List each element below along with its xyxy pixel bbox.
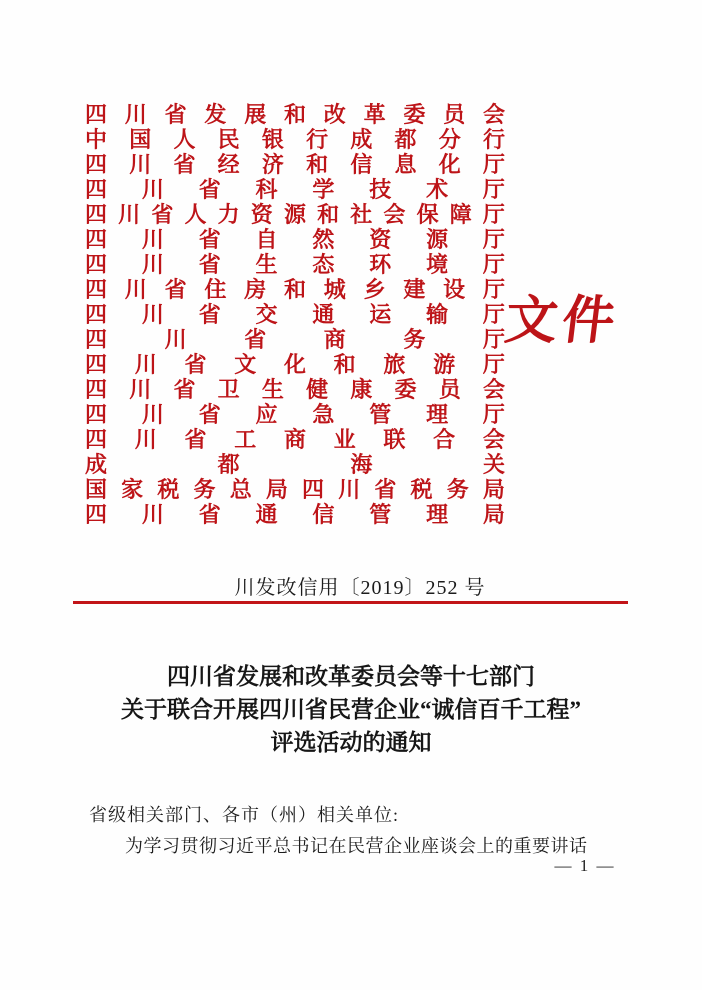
- department-name: 四 川 省 交 通 运 输 厅: [85, 302, 505, 327]
- department-name: 四 川 省 文 化 和 旅 游 厅: [85, 352, 505, 377]
- department-name: 四 川 省 通 信 管 理 局: [85, 502, 505, 527]
- document-number: 川发改信用〔2019〕252 号: [234, 577, 486, 599]
- title-line-2: 关于联合开展四川省民营企业“诚信百千工程”: [121, 697, 581, 722]
- wenjian-stamp-label: 文件: [501, 293, 623, 350]
- department-name: 四 川 省 生 态 环 境 厅: [85, 252, 505, 277]
- department-name: 四 川 省 工 商 业 联 合 会: [85, 427, 505, 452]
- department-name: 四 川 省 科 学 技 术 厅: [85, 177, 505, 202]
- body-paragraph: 为学习贯彻习近平总书记在民营企业座谈会上的重要讲话: [125, 836, 588, 856]
- title-line-1: 四川省发展和改革委员会等十七部门: [167, 664, 535, 689]
- department-name: 四 川 省 发 展 和 改 革 委 员 会: [85, 102, 505, 127]
- page-number: — 1 —: [554, 856, 616, 875]
- department-name: 四 川 省 商 务 厅: [85, 327, 505, 352]
- department-name: 四 川 省 住 房 和 城 乡 建 设 厅: [85, 277, 505, 302]
- title-line-3: 评选活动的通知: [270, 730, 432, 755]
- salutation-line: 省级相关部门、各市（州）相关单位:: [89, 805, 399, 825]
- department-name: 中 国 人 民 银 行 成 都 分 行: [85, 127, 505, 152]
- document-title: [31, 660, 671, 759]
- department-name: 国 家 税 务 总 局 四 川 省 税 务 局: [85, 477, 505, 502]
- department-name: 四 川 省 应 急 管 理 厅: [85, 402, 505, 427]
- department-name: 成 都 海 关: [85, 452, 505, 477]
- department-name: 四 川 省 经 济 和 信 息 化 厅: [85, 152, 505, 177]
- department-name: 四 川 省 自 然 资 源 厅: [85, 227, 505, 252]
- red-separator-line: [73, 601, 628, 604]
- department-name: 四 川 省 卫 生 健 康 委 员 会: [85, 377, 505, 402]
- issuing-departments-block: [85, 102, 505, 527]
- department-name: 四 川 省 人 力 资 源 和 社 会 保 障 厅: [85, 202, 505, 227]
